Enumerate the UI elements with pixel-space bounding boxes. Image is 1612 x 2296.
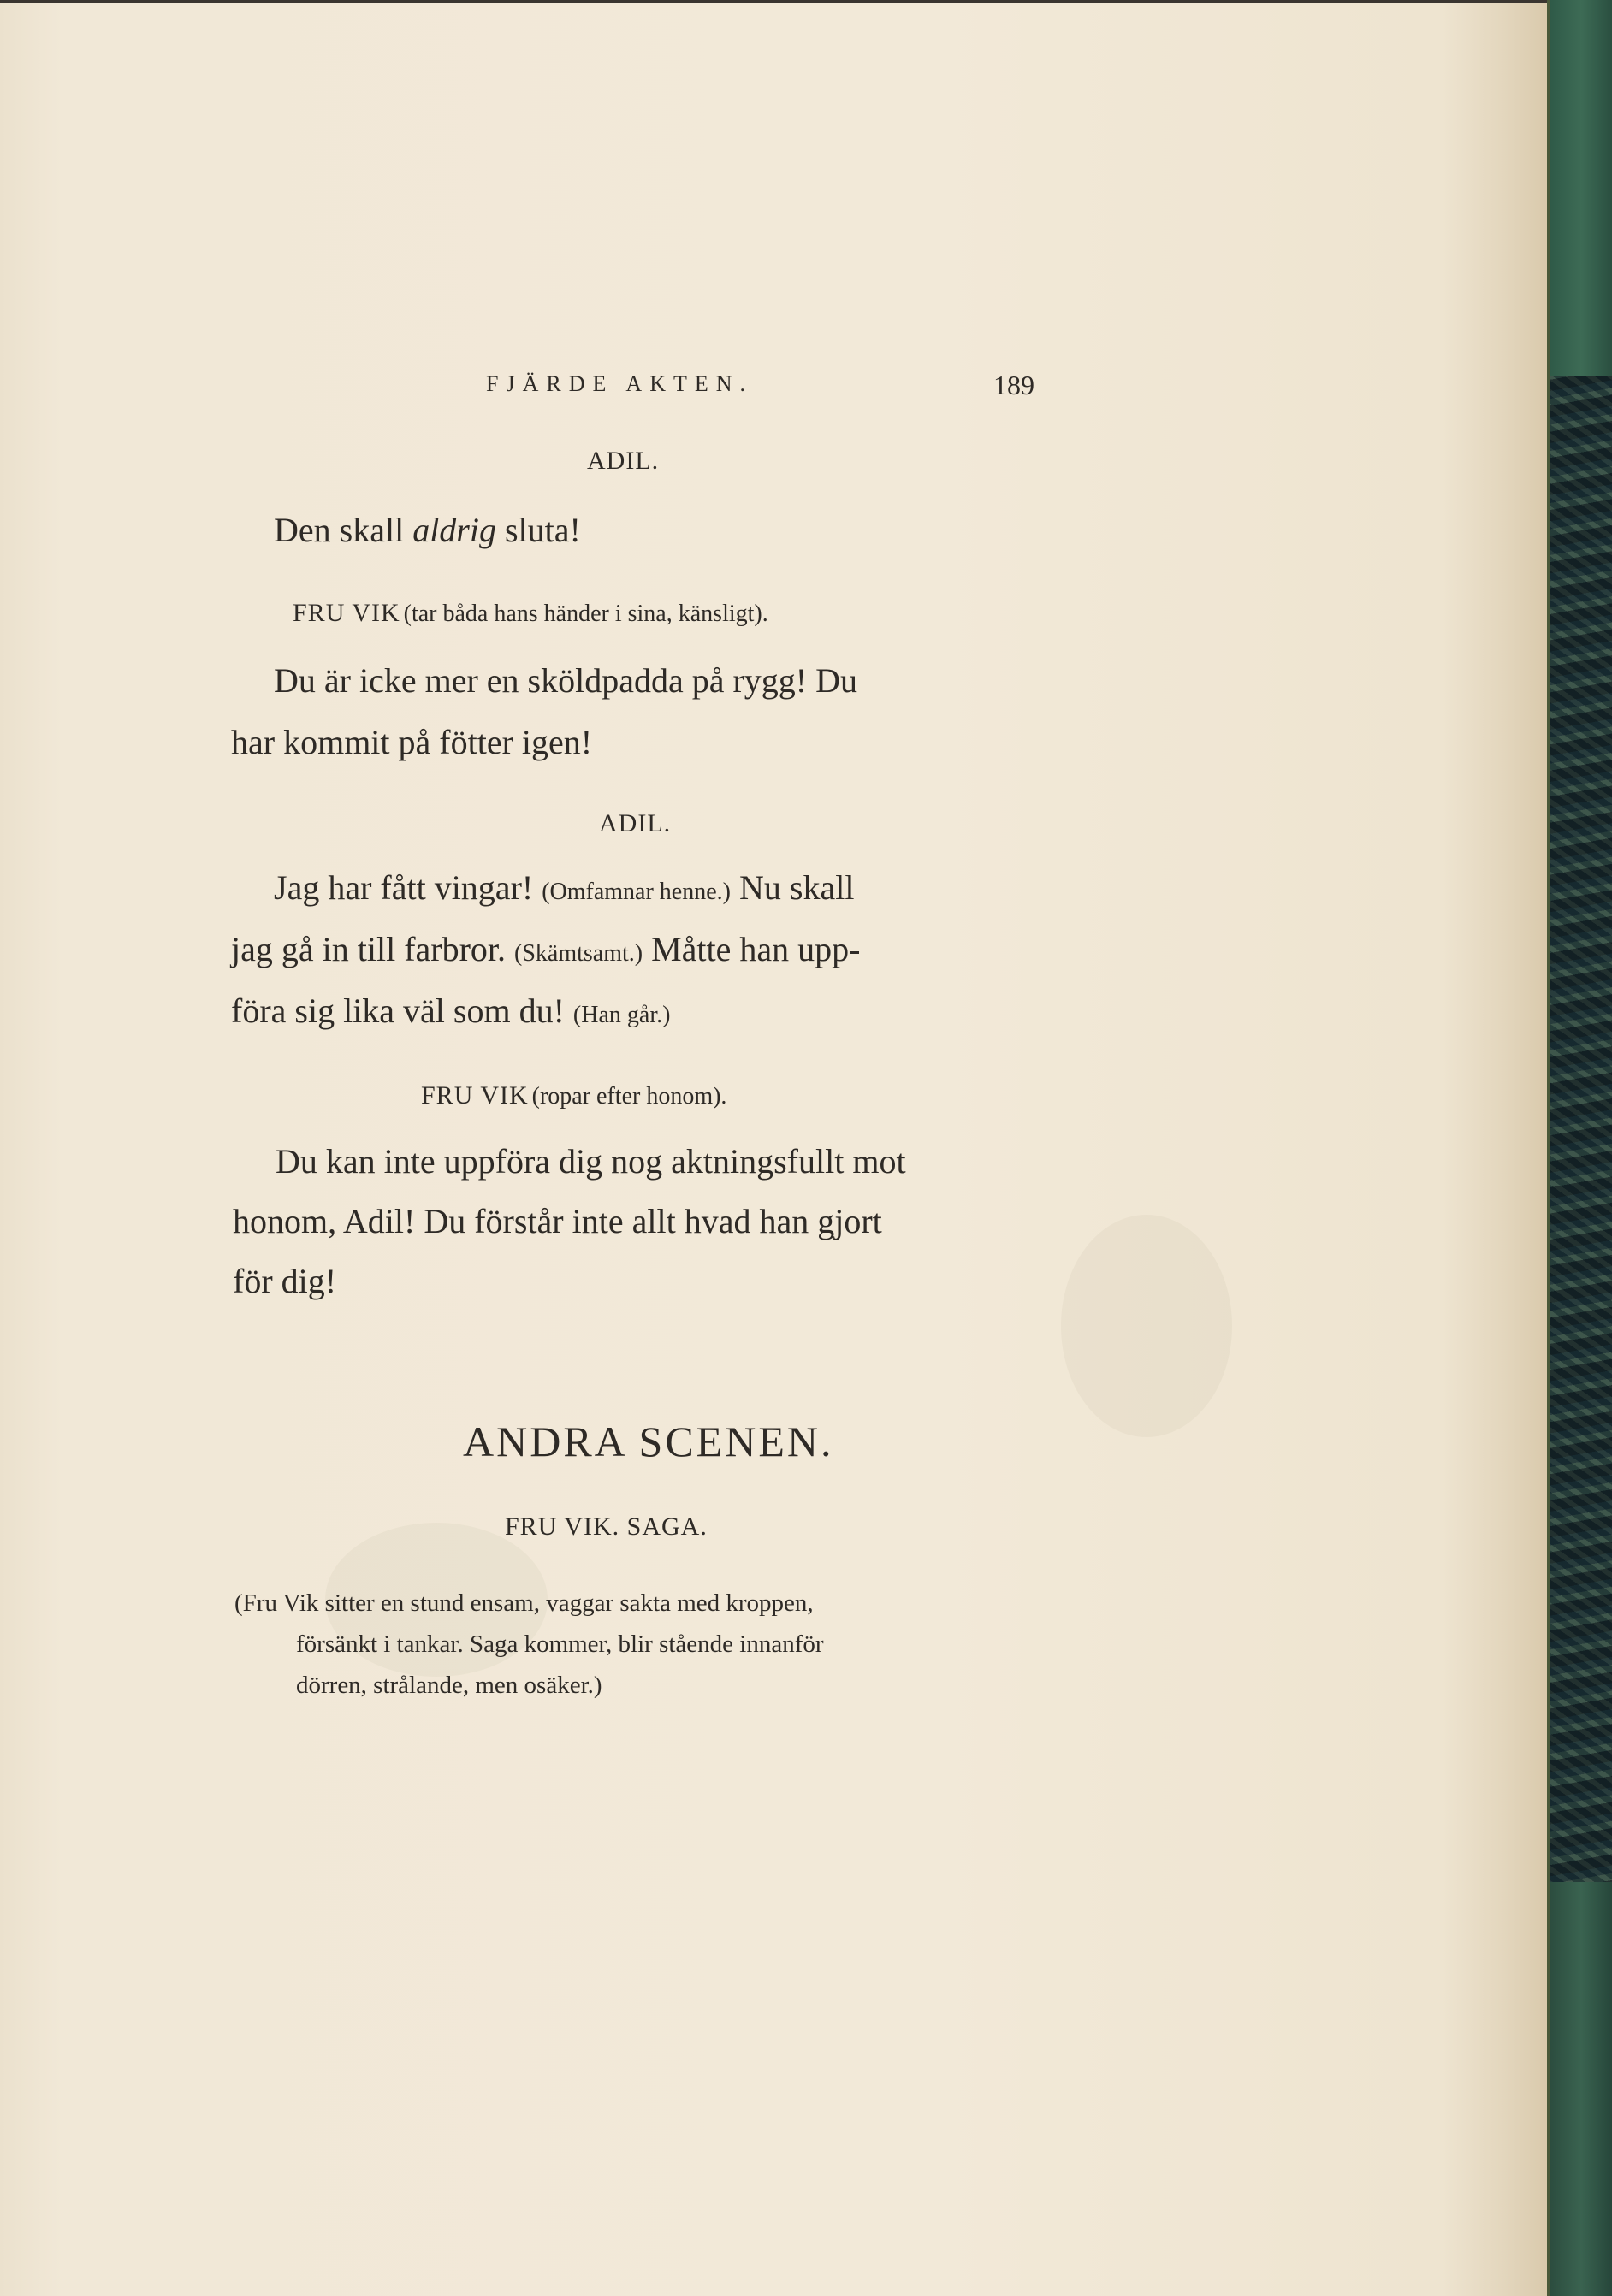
scene-characters: FRU VIK. SAGA.	[505, 1512, 708, 1541]
dialogue-line	[231, 991, 670, 1031]
dialogue-line	[274, 867, 854, 908]
stage-direction: (ropar efter honom).	[531, 1083, 727, 1110]
top-edge-rule	[0, 0, 1550, 3]
scene-description-line: (Fru Vik sitter en stund ensam, vaggar sakta med kroppen,	[234, 1589, 814, 1617]
emphasis-text: aldrig	[412, 511, 496, 549]
dialogue-line: honom, Adil! Du förstår inte allt hvad han gjort	[233, 1202, 882, 1240]
dialogue-text: Jag har fått vingar!	[274, 868, 534, 907]
speaker-name: FRU VIK	[293, 599, 400, 627]
dialogue-text: jag gå in till farbror.	[231, 930, 507, 968]
speaker-name: FRU VIK	[421, 1081, 529, 1110]
running-header: FJÄRDE AKTEN.	[486, 371, 754, 396]
dialogue-line	[231, 929, 860, 969]
stage-direction: (tar båda hans händer i sina, känsligt).	[403, 601, 768, 627]
dialogue-line: Du kan inte uppföra dig nog aktningsfullt mot	[276, 1142, 906, 1181]
speaker-name: ADIL.	[599, 809, 672, 837]
dialogue-text: Den skall	[274, 511, 413, 549]
speaker-line	[293, 599, 768, 628]
dialogue-text: föra sig lika väl som du!	[231, 991, 565, 1030]
page-number: 189	[993, 370, 1034, 400]
dialogue-line: har kommit på fötter igen!	[231, 723, 593, 761]
dialogue-line: Du är icke mer en sköldpadda på rygg! Du	[274, 661, 857, 700]
stage-direction: (Skämtsamt.)	[514, 940, 643, 967]
speaker-line	[421, 1081, 726, 1110]
speaker-name: ADIL.	[587, 447, 660, 475]
dialogue-text: Måtte han upp-	[651, 930, 861, 968]
dialogue-line: för dig!	[233, 1262, 337, 1300]
scene-title: ANDRA SCENEN.	[463, 1417, 834, 1465]
dialogue-text: sluta!	[495, 511, 581, 549]
stage-direction: (Omfamnar henne.)	[542, 879, 731, 905]
binding-cloth-bottom	[1550, 1882, 1612, 2296]
scene-description-line: försänkt i tankar. Saga kommer, blir stående innanför	[296, 1630, 824, 1658]
scene-description-line: dörren, strålande, men osäker.)	[296, 1672, 602, 1699]
stage-direction: (Han går.)	[572, 1002, 671, 1028]
binding-cloth-top	[1550, 0, 1612, 376]
paper-stain	[1061, 1215, 1232, 1437]
dialogue-text: Nu skall	[739, 868, 855, 907]
dialogue-line	[274, 510, 581, 550]
